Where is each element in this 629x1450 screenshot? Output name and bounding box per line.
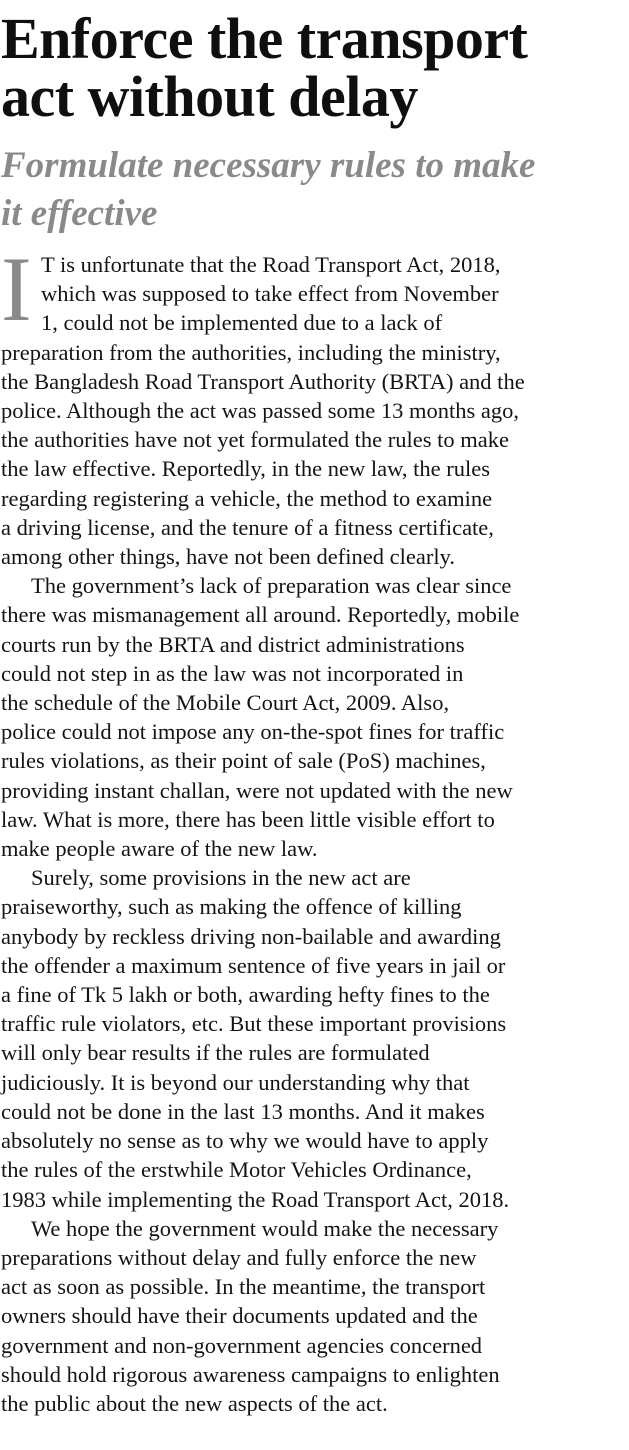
headline — [1, 6, 625, 129]
text-line: police. Although the act was passed some 13 months ago, — [1, 398, 520, 424]
text-line: praiseworthy, such as making the offence of killing — [1, 894, 462, 920]
text-line: traffic rule violators, etc. But these important provisions — [1, 1011, 507, 1037]
text-line: Surely, some provisions in the new act are — [31, 865, 411, 891]
text-line: T is unfortunate that the Road Transport Act, 2018, — [41, 252, 501, 277]
text-line: will only bear results if the rules are formulated — [1, 1040, 430, 1066]
text-line: owners should have their documents updated and the — [1, 1303, 478, 1329]
subheadline — [1, 142, 625, 238]
text-line: the law effective. Reportedly, in the new law, the rules — [1, 456, 490, 482]
paragraph-2 — [1, 571, 625, 863]
text-line: a driving license, and the tenure of a fitness certificate, — [1, 514, 494, 540]
text-line: the offender a maximum sentence of five years in jail or — [1, 952, 506, 978]
text-line: the authorities have not yet formulated the rules to make — [1, 427, 509, 453]
article-body — [1, 238, 625, 1418]
text-line: the public about the new aspects of the act. — [1, 1390, 388, 1416]
headline-line: Enforce the transport — [1, 6, 528, 71]
text-line: government and non-government agencies concerned — [1, 1332, 483, 1358]
text-line: could not be done in the last 13 months. And it makes — [1, 1098, 485, 1124]
editorial-article — [1, 6, 625, 1418]
text-line: regarding registering a vehicle, the method to examine — [1, 485, 493, 511]
text-line: 1983 while implementing the Road Transport Act, 2018. — [1, 1186, 510, 1212]
text-line: could not step in as the law was not incorporated in — [1, 660, 464, 686]
text-line: should hold rigorous awareness campaigns to enlighten — [1, 1361, 500, 1387]
text-line: there was mismanagement all around. Reportedly, mobile — [1, 602, 520, 628]
text-line: a fine of Tk 5 lakh or both, awarding hefty fines to the — [1, 982, 490, 1008]
text-line: rules violations, as their point of sale (PoS) machines, — [1, 748, 486, 774]
text-line: which was supposed to take effect from November — [41, 281, 499, 307]
text-line: preparations without delay and fully enforce the new — [1, 1244, 477, 1270]
text-line: the rules of the erstwhile Motor Vehicles Ordinance, — [1, 1157, 472, 1183]
text-line: police could not impose any on-the-spot fines for traffic — [1, 719, 505, 745]
subheadline-line: Formulate necessary rules to make — [1, 145, 536, 186]
text-line: among other things, have not been defined clearly. — [1, 544, 456, 570]
text-line: preparation from the authorities, including the ministry, — [1, 339, 501, 365]
paragraph-3 — [1, 863, 625, 1213]
text-line: the schedule of the Mobile Court Act, 2009. Also, — [1, 690, 450, 716]
text-line: absolutely no sense as to why we would have to apply — [1, 1128, 489, 1154]
drop-cap: I — [1, 238, 32, 340]
text-line: law. What is more, there has been little visible effort to — [1, 806, 495, 832]
text-line: courts run by the BRTA and district administrations — [1, 631, 465, 657]
text-line: We hope the government would make the necessary — [31, 1215, 499, 1241]
paragraph-1 — [1, 238, 625, 571]
text-line: anybody by reckless driving non-bailable and awarding — [1, 923, 501, 949]
text-line: make people aware of the new law. — [1, 836, 318, 862]
headline-line: act without delay — [1, 64, 418, 129]
text-line: act as soon as possible. In the meantime, the transport — [1, 1274, 486, 1300]
text-line: judiciously. It is beyond our understanding why that — [1, 1069, 470, 1095]
text-line: The government’s lack of preparation was clear since — [31, 573, 512, 599]
text-line: providing instant challan, were not updated with the new — [1, 777, 513, 803]
paragraph-4 — [1, 1214, 625, 1418]
subheadline-line: it effective — [1, 193, 158, 234]
text-line: the Bangladesh Road Transport Authority (BRTA) and the — [1, 368, 525, 394]
text-line: 1, could not be implemented due to a lack of — [41, 310, 443, 336]
